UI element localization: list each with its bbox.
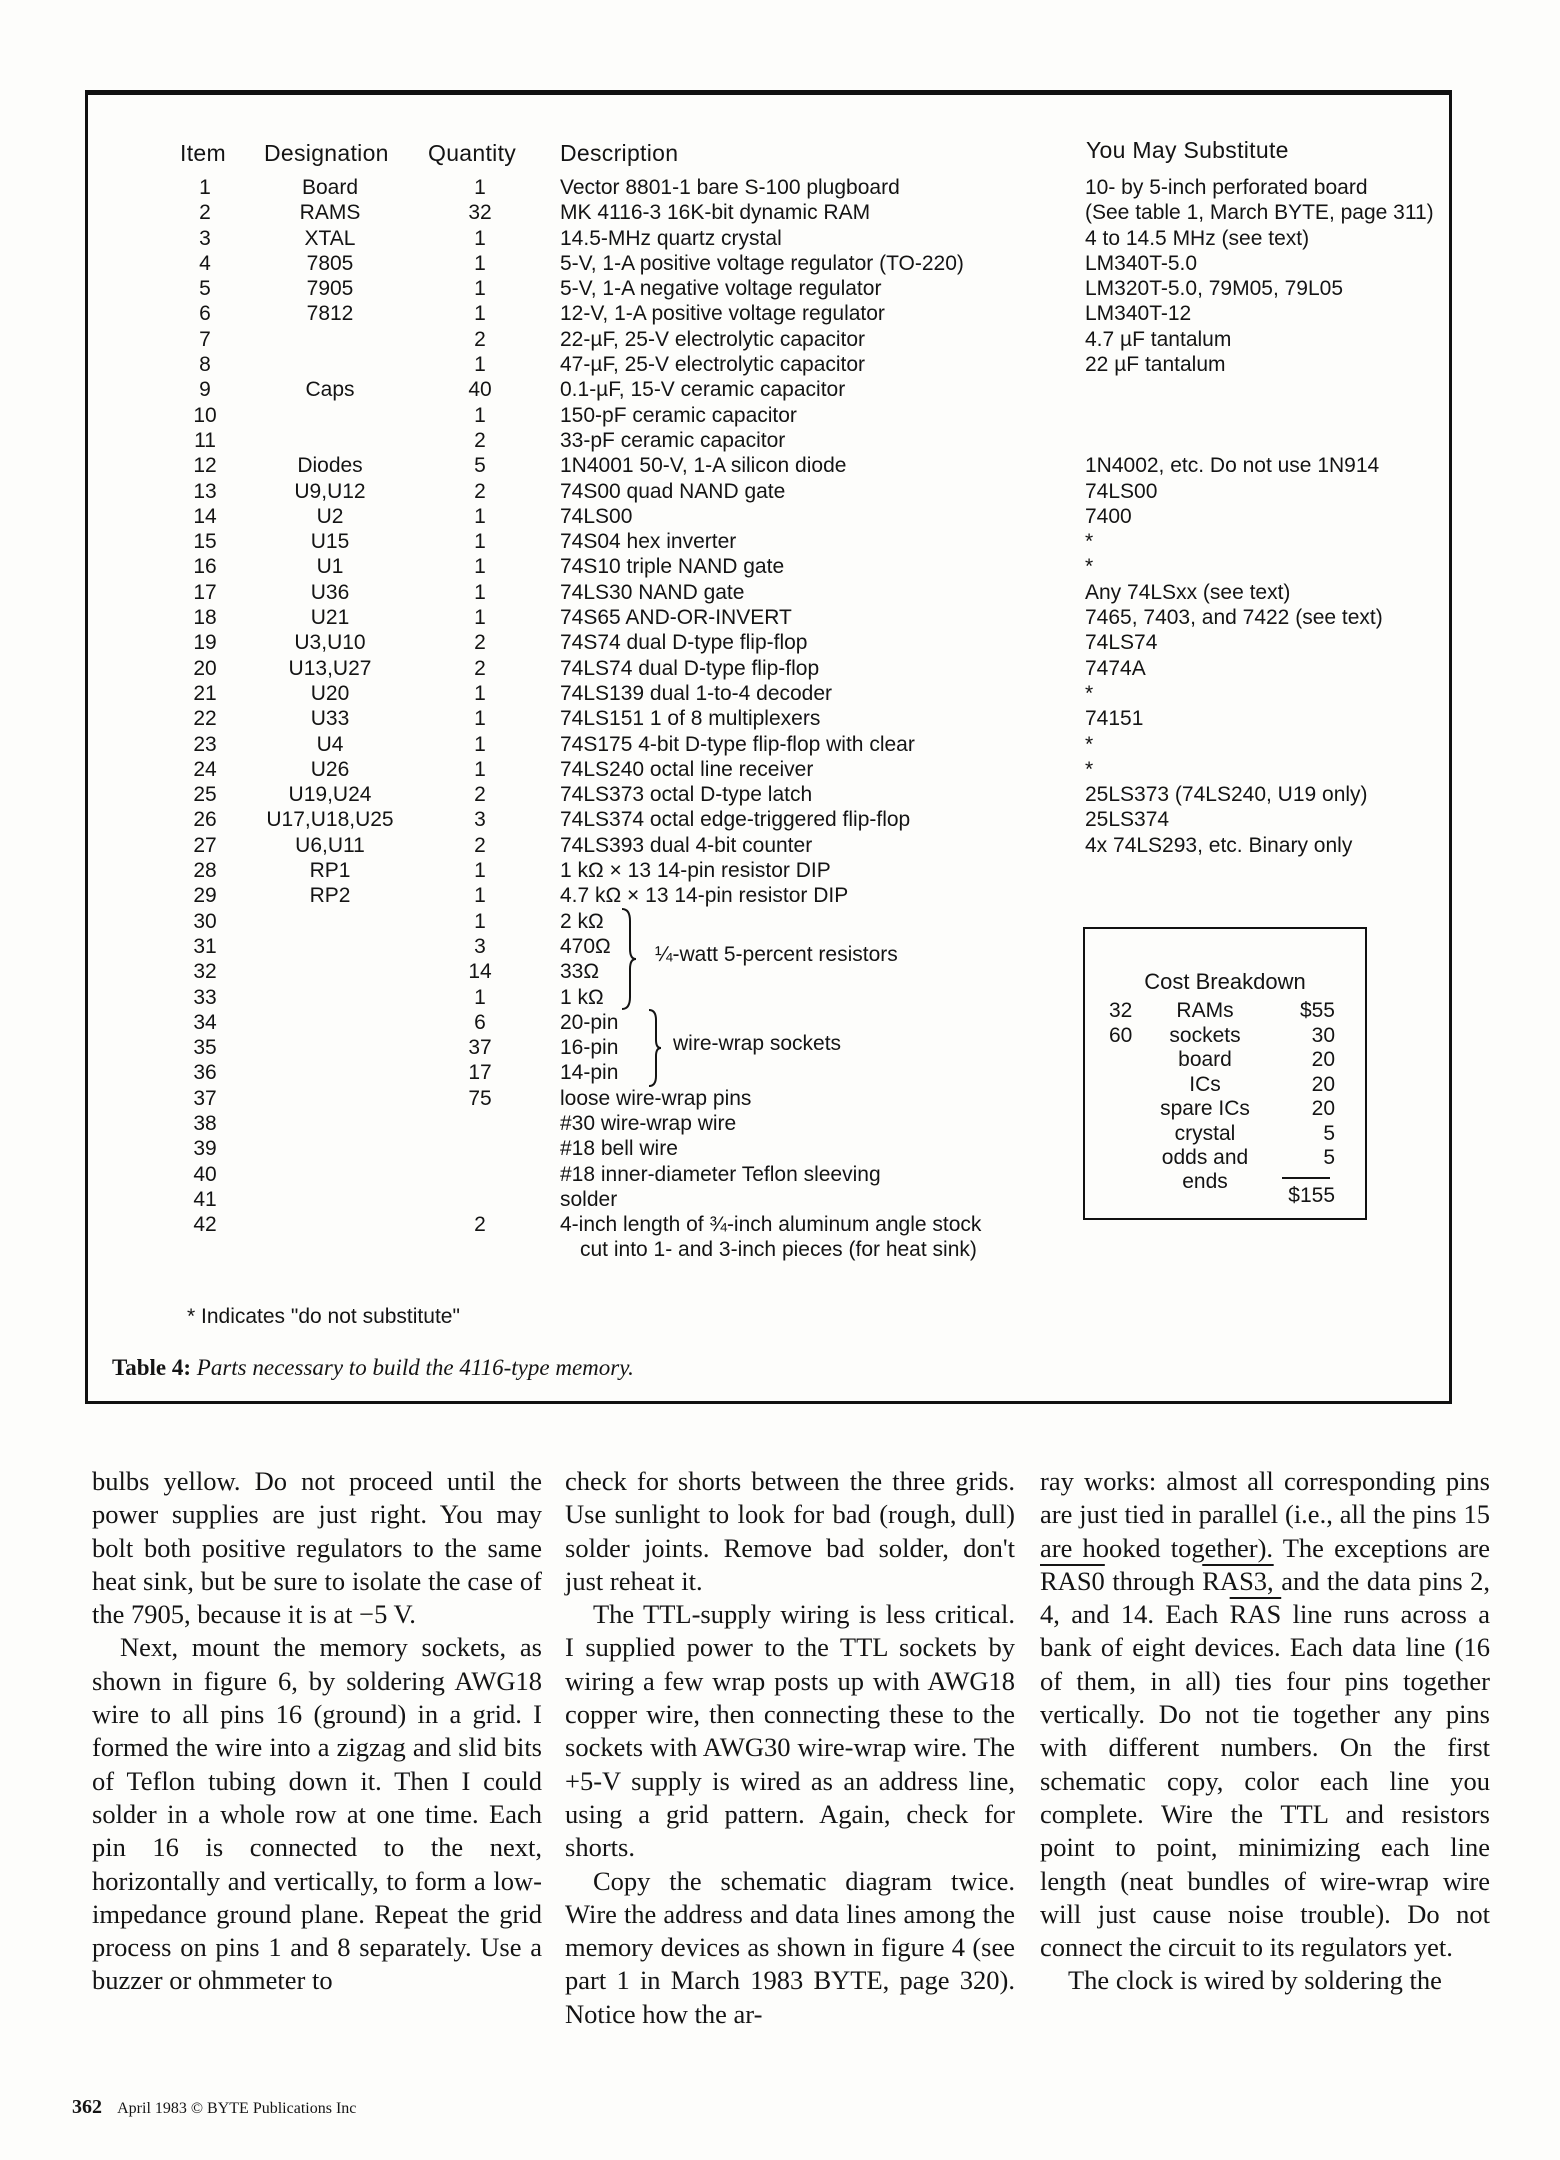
cell-qty: 6 (474, 1010, 486, 1034)
cell-sub: 10- by 5-inch perforated board (1085, 176, 1368, 199)
cell-sub (1085, 1237, 1434, 1262)
cell-sub: 7465, 7403, and 7422 (see text) (1085, 606, 1383, 630)
cell-qty: 17 (468, 1061, 492, 1085)
cell-item: 42 (193, 1213, 217, 1237)
cell-item: 28 (193, 859, 217, 883)
cell-sub: 25LS374 (1085, 808, 1170, 832)
cell-desc: 4.7 kΩ × 13 14-pin resistor DIP (560, 884, 849, 908)
cell-sub: (See table 1, March BYTE, page 311) (1085, 201, 1434, 225)
cost-row (1085, 1048, 1365, 1073)
cell-desc: 47-µF, 25-V electrolytic capacitor (560, 353, 866, 377)
cell-sub: Any 74LSxx (see text) (1085, 580, 1291, 604)
cost-amount: 5 (1323, 1146, 1335, 1169)
cost-amount: 20 (1311, 1048, 1335, 1071)
caption-label: Table 4: (112, 1355, 192, 1380)
cell-desc: Vector 8801-1 bare S-100 plugboard (560, 176, 900, 199)
socket-brace-icon (646, 1008, 662, 1088)
cost-breakdown-box (1083, 927, 1367, 1220)
table-caption (112, 1355, 634, 1381)
cell-sub: LM340T-12 (1085, 302, 1192, 326)
cell-sub: 4.7 µF tantalum (1085, 327, 1232, 351)
cell-desc: solder (560, 1187, 618, 1211)
cell-item: 12 (193, 454, 217, 478)
cell-des (250, 934, 410, 959)
quantity-column (430, 175, 530, 1263)
cell-item: 41 (193, 1187, 217, 1211)
cell-item: 20 (193, 656, 217, 680)
cell-qty: 1 (474, 530, 486, 554)
cell-qty: 1 (474, 732, 486, 756)
cell-item: 24 (193, 757, 217, 781)
cell-des: Caps (305, 378, 355, 402)
cell-item: 17 (193, 580, 217, 604)
cell-sub: 4 to 14.5 MHz (see text) (1085, 226, 1310, 250)
cell-des (250, 1212, 410, 1237)
cell-sub (1085, 403, 1434, 428)
page-number: 362 (72, 2096, 102, 2118)
cell-desc: 12-V, 1-A positive voltage regulator (560, 302, 885, 326)
cell-sub: 7400 (1085, 504, 1132, 528)
cell-desc: 33Ω (560, 960, 600, 984)
cell-sub: * (1085, 681, 1094, 705)
cell-sub: 25LS373 (74LS240, U19 only) (1085, 783, 1368, 807)
cell-sub: 74151 (1085, 707, 1144, 731)
footer-text: April 1983 © BYTE Publications Inc (117, 2100, 357, 2117)
page-footer (72, 2096, 356, 2119)
cell-des (250, 985, 410, 1010)
cell-des (250, 1237, 410, 1262)
cell-qty (430, 1237, 530, 1262)
cell-item: 9 (199, 378, 211, 402)
cell-item: 22 (193, 707, 217, 731)
cell-desc: 14-pin (560, 1061, 619, 1085)
cost-label: ICs (1189, 1072, 1221, 1096)
cost-title: Cost Breakdown (1144, 969, 1306, 994)
cell-des: 7805 (306, 251, 354, 275)
cell-des (250, 1187, 410, 1212)
cell-sub (1085, 858, 1434, 883)
cell-des (250, 352, 410, 377)
cell-desc: 14.5-MHz quartz crystal (560, 226, 782, 250)
cell-item: 36 (193, 1061, 217, 1085)
cost-row (1085, 1073, 1365, 1098)
cell-des (250, 1136, 410, 1161)
cell-qty: 40 (468, 378, 492, 402)
paragraph: Next, mount the memory sockets, as shown in figure 6, by soldering AWG18 wire to all pins 16 (ground) in a grid. I formed the wire into a zigzag and slid bits of Teflon tubing down it. Then I could solder in a whole row at one time. Each pin 16 is connected to the next, horizontally and vertically, to form a low-impedance ground plane. Repeat the grid process on pins 1 and 8 separately. Use a buzzer or ohmmeter to (92, 1632, 542, 1996)
cell-qty: 1 (474, 757, 486, 781)
cell-qty: 1 (474, 555, 486, 579)
cell-item: 10 (193, 403, 217, 427)
cell-desc: 1 kΩ × 13 14-pin resistor DIP (560, 859, 831, 883)
cell-des: 7905 (306, 277, 354, 301)
cell-desc: 1 kΩ (560, 985, 604, 1009)
cell-des (250, 909, 410, 934)
body-column-3 (1040, 1465, 1490, 1998)
cell-desc: 74LS139 dual 1-to-4 decoder (560, 681, 833, 705)
cell-qty: 2 (474, 327, 486, 351)
header-designation: Designation (264, 140, 389, 166)
item-column (155, 175, 255, 1263)
cell-sub: 1N4002, etc. Do not use 1N914 (1085, 454, 1380, 478)
cell-desc: 150-pF ceramic capacitor (560, 403, 797, 427)
cell-des: U9,U12 (294, 479, 366, 503)
cell-desc: 0.1-µF, 15-V ceramic capacitor (560, 378, 846, 402)
cell-des (250, 428, 410, 453)
cell-desc: 74LS74 dual D-type flip-flop (560, 656, 820, 680)
cell-item: 32 (193, 960, 217, 984)
cell-qty (430, 1136, 530, 1161)
cell-qty: 2 (474, 479, 486, 503)
cell-sub: 7474A (1085, 656, 1146, 680)
paragraph: bulbs yellow. Do not proceed until the power supplies are just right. You may bolt both positive regulators to the same heat sink, but be sure to isolate the case of the 7905, because it is at −5 V. (92, 1466, 542, 1630)
cell-desc: 1N4001 50-V, 1-A silicon diode (560, 454, 847, 478)
cell-des (250, 959, 410, 984)
cell-item: 16 (193, 555, 217, 579)
cell-desc: #30 wire-wrap wire (560, 1111, 737, 1135)
cell-des: 7812 (306, 302, 354, 326)
cell-item: 3 (199, 226, 211, 250)
cell-qty: 1 (474, 859, 486, 883)
cell-sub: 74LS00 (1085, 479, 1158, 503)
cell-qty: 1 (474, 884, 486, 908)
cell-qty: 3 (474, 808, 486, 832)
cell-item: 35 (193, 1036, 217, 1060)
cell-desc: 74S74 dual D-type flip-flop (560, 631, 808, 655)
cell-sub (1085, 377, 1434, 402)
cell-desc: MK 4116-3 16K-bit dynamic RAM (560, 201, 871, 225)
cell-qty: 5 (474, 454, 486, 478)
cell-item: 25 (193, 783, 217, 807)
cell-des: U3,U10 (294, 631, 366, 655)
cell-qty: 1 (474, 504, 486, 528)
cost-row (1085, 1024, 1365, 1049)
cell-qty: 1 (474, 606, 486, 630)
paragraph: The clock is wired by soldering the (1068, 1965, 1442, 1996)
cell-item: 34 (193, 1010, 217, 1034)
cell-item: 27 (193, 833, 217, 857)
text-run: line runs across a bank of eight devices. Each data line (16 of them, in all) ties four pins together vertically. Do not tie together any pins with different numbers. On the first schematic copy, color each line you complete. Wire the TTL and resistors point to point, minimizing each line length (neat bundles of wire-wrap wire will just cause noise trouble). Do not connect the circuit to its regulators yet. (1040, 1599, 1490, 1963)
cell-desc: 74S65 AND-OR-INVERT (560, 606, 792, 630)
cell-item: 23 (193, 732, 217, 756)
cell-qty: 3 (474, 934, 486, 958)
cell-qty: 1 (474, 353, 486, 377)
cell-qty: 1 (474, 226, 486, 250)
cell-item: 37 (193, 1086, 217, 1110)
cell-qty: 2 (474, 833, 486, 857)
cell-qty: 1 (474, 707, 486, 731)
cell-des (250, 1111, 410, 1136)
cell-qty: 1 (474, 580, 486, 604)
cell-des: Diodes (297, 454, 363, 478)
cell-qty: 14 (468, 960, 492, 984)
cell-des: RP1 (309, 859, 351, 883)
cell-des: U20 (310, 681, 350, 705)
cell-qty: 75 (468, 1086, 492, 1110)
cell-des: Board (301, 176, 359, 199)
cell-des: U17,U18,U25 (266, 808, 394, 832)
cost-row (1085, 1097, 1365, 1122)
cell-des: U4 (316, 732, 344, 756)
cell-desc: 74LS373 octal D-type latch (560, 783, 813, 807)
cell-qty: 1 (474, 403, 486, 427)
cell-desc: 2 kΩ (560, 909, 604, 933)
cell-qty: 32 (468, 201, 492, 225)
cell-item: 13 (193, 479, 217, 503)
cell-desc: loose wire-wrap pins (560, 1086, 752, 1110)
cell-desc: 74LS30 NAND gate (560, 580, 745, 604)
cost-row (1085, 1146, 1365, 1193)
cell-desc: 74LS240 octal line receiver (560, 757, 814, 781)
cell-sub: * (1085, 530, 1094, 554)
cost-label: spare ICs (1160, 1097, 1250, 1120)
resistor-group-label: ¼-watt 5-percent resistors (655, 943, 898, 966)
cell-item: 30 (193, 909, 217, 933)
cost-amount: 20 (1311, 1072, 1335, 1096)
designation-column (250, 175, 410, 1263)
ras-signal: $\overline{RAS}$ (1229, 1599, 1282, 1630)
caption-text: Parts necessary to build the 4116-type memory. (196, 1355, 634, 1380)
cell-item: 40 (193, 1162, 217, 1186)
resistor-brace-icon (618, 907, 638, 1011)
cell-sub: 4x 74LS293, etc. Binary only (1085, 833, 1353, 857)
cell-qty: 1 (474, 251, 486, 275)
table-note: * Indicates "do not substitute" (187, 1305, 460, 1328)
cell-des: RAMS (299, 201, 361, 225)
cell-desc: 74S175 4-bit D-type flip-flop with clear (560, 732, 915, 756)
cost-label: board (1178, 1048, 1232, 1071)
cell-des (250, 1060, 410, 1085)
cost-amount: $55 (1299, 999, 1335, 1022)
cell-qty (430, 1187, 530, 1212)
cell-qty: 37 (468, 1036, 492, 1060)
ras0-signal: RAS0 (1040, 1565, 1105, 1596)
cost-label: odds and ends (1161, 1146, 1249, 1193)
cell-desc: 74S00 quad NAND gate (560, 479, 786, 503)
cell-desc: 20-pin (560, 1010, 619, 1034)
ras3-signal: RAS3, (1202, 1565, 1274, 1596)
cell-qty: 1 (474, 302, 486, 326)
cell-desc: 16-pin (560, 1036, 619, 1060)
cell-desc: #18 inner-diameter Teflon sleeving (560, 1162, 881, 1186)
cell-des (250, 327, 410, 352)
cell-item (155, 1237, 255, 1262)
paragraph (1040, 1465, 1490, 1964)
cell-qty: 1 (474, 176, 486, 199)
cell-des: XTAL (304, 226, 356, 250)
cell-item: 18 (193, 606, 217, 630)
cell-sub: * (1085, 757, 1094, 781)
cell-sub: * (1085, 732, 1094, 756)
cell-item: 19 (193, 631, 217, 655)
cell-qty: 2 (474, 656, 486, 680)
cell-qty: 1 (474, 681, 486, 705)
cell-des: U19,U24 (288, 783, 372, 807)
cell-qty (430, 1162, 530, 1187)
cell-des: U13,U27 (288, 656, 372, 680)
cost-amount: 20 (1311, 1097, 1335, 1120)
cell-des (250, 1086, 410, 1111)
cell-des: U21 (310, 606, 350, 630)
cell-des: U33 (310, 707, 350, 731)
cell-qty: 1 (474, 909, 486, 933)
cell-desc: 74LS151 1 of 8 multiplexers (560, 707, 821, 731)
cell-des: U15 (310, 530, 350, 554)
paragraph: check for shorts between the three grids. Use sunlight to look for bad (rough, dull) solder joints. Remove bad solder, don't just reheat it. (565, 1466, 1015, 1596)
cell-qty: 1 (474, 277, 486, 301)
cell-item: 31 (193, 934, 217, 958)
cell-qty: 1 (474, 985, 486, 1009)
cost-label: sockets (1169, 1023, 1241, 1047)
cell-des: U36 (310, 580, 350, 604)
cell-desc: 5-V, 1-A negative voltage regulator (560, 277, 882, 301)
cell-sub: 74LS74 (1085, 631, 1158, 655)
cell-sub (1085, 883, 1434, 908)
cell-item: 6 (199, 302, 211, 326)
text-run: and the data pins 2, 4, and 14. Each (1040, 1565, 1491, 1630)
cell-desc: 74LS393 dual 4-bit counter (560, 833, 813, 857)
cell-item: 7 (199, 327, 211, 351)
cost-row (1085, 999, 1365, 1024)
cell-sub: 22 µF tantalum (1085, 353, 1226, 377)
cell-item: 38 (193, 1111, 217, 1135)
cell-item: 14 (193, 504, 217, 528)
cost-underline (1282, 1177, 1330, 1179)
cell-desc: 74LS374 octal edge-triggered flip-flop (560, 808, 911, 832)
description-column (560, 175, 981, 1263)
cell-desc: 5-V, 1-A positive voltage regulator (TO-220) (560, 251, 964, 275)
cell-desc: 470Ω (560, 934, 611, 958)
text-run: ray works: almost all corresponding pins are just tied in parallel (i.e., all the pins 15 are hooked together). The exceptions are (1040, 1466, 1490, 1563)
cell-qty: 2 (474, 428, 486, 452)
cell-item: 5 (199, 277, 211, 301)
cell-sub: LM320T-5.0, 79M05, 79L05 (1085, 277, 1344, 301)
cell-item: 29 (193, 884, 217, 908)
cost-total: $155 (1288, 1184, 1335, 1207)
cell-item: 21 (193, 681, 217, 705)
cell-item: 11 (194, 428, 216, 452)
cell-des: U6,U11 (295, 833, 365, 857)
cell-qty (430, 1111, 530, 1136)
cell-des: RP2 (309, 884, 351, 908)
cell-desc: 74LS00 (560, 504, 633, 528)
cell-des: U2 (316, 504, 344, 528)
cell-item: 15 (193, 530, 217, 554)
cell-des (250, 403, 410, 428)
cell-des: U26 (310, 757, 350, 781)
header-substitute: You May Substitute (1086, 137, 1289, 163)
cost-qty: 32 (1109, 999, 1133, 1022)
cell-desc: 4-inch length of ¾-inch aluminum angle stock (560, 1213, 982, 1237)
cell-qty: 2 (474, 783, 486, 807)
cell-des (250, 1010, 410, 1035)
cell-desc: 22-µF, 25-V electrolytic capacitor (560, 327, 866, 351)
cell-desc: #18 bell wire (560, 1137, 678, 1161)
header-quantity: Quantity (428, 140, 517, 166)
paragraph: Copy the schematic diagram twice. Wire the address and data lines among the memory devices as shown in figure 4 (see part 1 in March 1983 BYTE, page 320). Notice how the ar- (565, 1865, 1015, 2029)
cost-qty: 60 (1109, 1023, 1133, 1047)
cost-row (1085, 1122, 1365, 1147)
cell-qty: 2 (474, 1213, 486, 1237)
cell-desc: 74S04 hex inverter (560, 530, 737, 554)
text-run: through (1112, 1565, 1195, 1596)
cell-desc: 74S10 triple NAND gate (560, 555, 785, 579)
cell-des: U1 (316, 555, 344, 579)
cell-item: 26 (193, 808, 217, 832)
cell-item: 8 (199, 353, 211, 377)
cell-des (250, 1035, 410, 1060)
cost-amount: 30 (1311, 1023, 1335, 1047)
socket-group-label: wire-wrap sockets (673, 1032, 842, 1055)
cell-sub (1085, 428, 1434, 453)
body-column-2 (565, 1465, 1015, 2031)
header-item: Item (180, 140, 226, 166)
cell-item: 33 (193, 985, 217, 1009)
cell-desc: 33-pF ceramic capacitor (560, 428, 786, 452)
cost-label: crystal (1174, 1121, 1236, 1145)
cell-sub: * (1085, 555, 1094, 579)
header-description: Description (560, 140, 679, 166)
paragraph: The TTL-supply wiring is less critical. I supplied power to the TTL sockets by wiring a few wrap posts up with AWG18 copper wire, then connecting these to the sockets with AWG30 wire-wrap wire. The +5-V supply is wired as an address line, using a grid pattern. Again, check for shorts. (565, 1599, 1015, 1863)
cell-sub: LM340T-5.0 (1085, 251, 1198, 275)
cell-des (250, 1162, 410, 1187)
cell-item: 4 (199, 251, 211, 275)
cell-item: 2 (199, 201, 211, 225)
cell-desc: cut into 1- and 3-inch pieces (for heat sink) (580, 1238, 977, 1262)
cost-label: RAMs (1176, 999, 1234, 1022)
cell-item: 39 (193, 1137, 217, 1161)
cell-qty: 2 (474, 631, 486, 655)
body-column-1 (92, 1465, 542, 1998)
cost-amount: 5 (1323, 1121, 1335, 1145)
cell-item: 1 (199, 176, 211, 199)
